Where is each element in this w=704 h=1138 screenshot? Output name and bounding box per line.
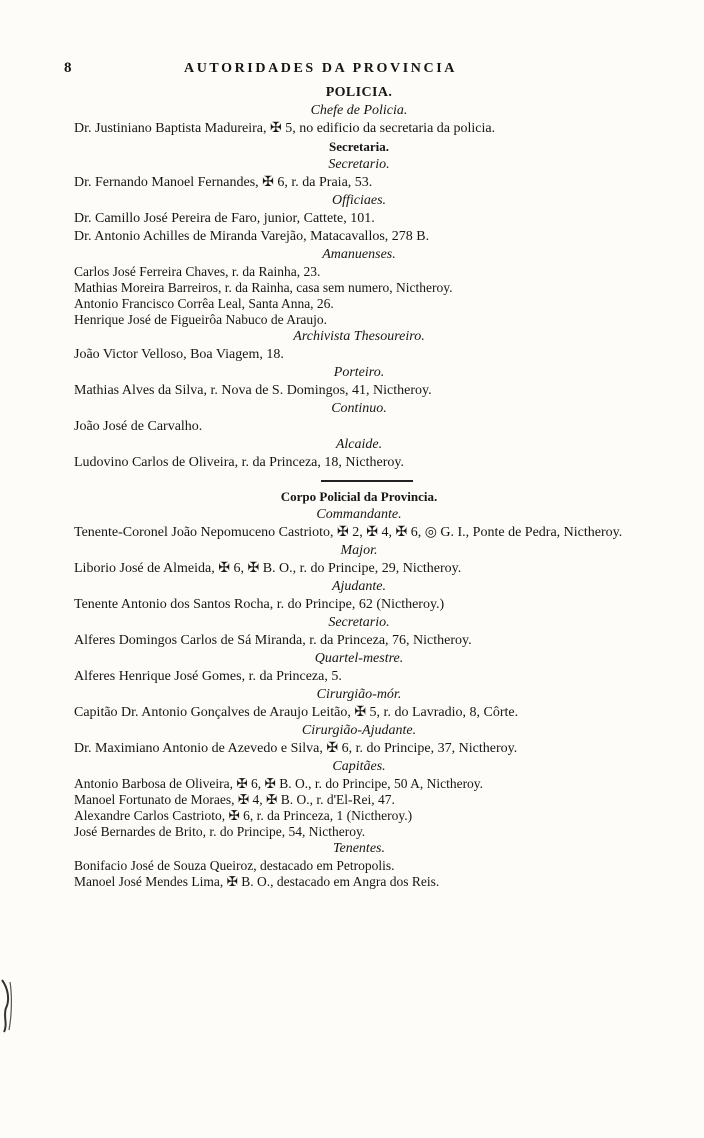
role-commandante: Commandante. bbox=[316, 507, 402, 522]
list-item: Antonio Barbosa de Oliveira, ✠ 6, ✠ B. O., r. do Principe, 50 A, Nictheroy. bbox=[74, 776, 484, 791]
role-amanuenses: Amanuenses. bbox=[322, 247, 396, 262]
list-item: Mathias Moreira Barreiros, r. da Rainha, casa sem numero, Nictheroy. bbox=[74, 280, 453, 295]
entry-secretario-corpo: Alferes Domingos Carlos de Sá Miranda, r. da Princeza, 76, Nictheroy. bbox=[74, 633, 472, 648]
list-item: Dr. Antonio Achilles de Miranda Varejão, Matacavallos, 278 B. bbox=[74, 229, 430, 244]
role-cirurgiao-ajudante: Cirurgião-Ajudante. bbox=[301, 723, 417, 738]
entry-ajudante: Tenente Antonio dos Santos Rocha, r. do Principe, 62 (Nictheroy.) bbox=[74, 597, 445, 612]
entry-major: Liborio José de Almeida, ✠ 6, ✠ B. O., r. do Principe, 29, Nictheroy. bbox=[74, 561, 462, 576]
entry-quartel-mestre: Alferes Henrique José Gomes, r. da Princeza, 5. bbox=[74, 669, 342, 684]
role-tenentes: Tenentes. bbox=[333, 841, 385, 856]
role-ajudante: Ajudante. bbox=[331, 579, 387, 594]
list-item: Manoel José Mendes Lima, ✠ B. O., destacado em Angra dos Reis. bbox=[74, 874, 440, 889]
entry-continuo: João José de Carvalho. bbox=[74, 419, 203, 434]
entry-alcaide: Ludovino Carlos de Oliveira, r. da Princeza, 18, Nictheroy. bbox=[74, 455, 404, 470]
section-title-secretaria: Secretaria. bbox=[328, 139, 390, 154]
list-item: Bonifacio José de Souza Queiroz, destacado em Petropolis. bbox=[74, 858, 395, 873]
role-archivista: Archivista Thesoureiro. bbox=[293, 329, 425, 344]
list-item: Antonio Francisco Corrêa Leal, Santa Anna, 26. bbox=[74, 296, 334, 311]
list-item: Manoel Fortunato de Moraes, ✠ 4, ✠ B. O., r. d'El-Rei, 47. bbox=[74, 792, 395, 807]
list-item: Alexandre Carlos Castrioto, ✠ 6, r. da Princeza, 1 (Nictheroy.) bbox=[74, 808, 413, 823]
entry-cirurgiao-ajudante: Dr. Maximiano Antonio de Azevedo e Silva, ✠ 6, r. do Principe, 37, Nictheroy. bbox=[74, 741, 518, 756]
role-alcaide: Alcaide. bbox=[335, 437, 383, 452]
role-porteiro: Porteiro. bbox=[333, 365, 385, 380]
role-secretario-corpo: Secretario. bbox=[328, 615, 390, 630]
entry-porteiro: Mathias Alves da Silva, r. Nova de S. Domingos, 41, Nictheroy. bbox=[74, 383, 432, 398]
binding-edge-mark bbox=[0, 978, 14, 1034]
entry-archivista: João Victor Velloso, Boa Viagem, 18. bbox=[74, 347, 284, 362]
entry-secretario: Dr. Fernando Manoel Fernandes, ✠ 6, r. da Praia, 53. bbox=[74, 175, 373, 190]
role-quartel-mestre: Quartel-mestre. bbox=[314, 651, 404, 666]
entry-commandante: Tenente-Coronel João Nepomuceno Castrioto, ✠ 2, ✠ 4, ✠ 6, ◎ G. I., Ponte de Pedra, Nictheroy. bbox=[74, 525, 623, 540]
section-title-policia: POLICIA. bbox=[325, 85, 393, 100]
role-continuo: Continuo. bbox=[331, 401, 387, 416]
role-cirurgiao-mor: Cirurgião-mór. bbox=[316, 687, 402, 702]
entry-cirurgiao-mor: Capitão Dr. Antonio Gonçalves de Araujo Leitão, ✠ 5, r. do Lavradio, 8, Côrte. bbox=[74, 705, 519, 720]
document-page bbox=[64, 58, 644, 890]
role-secretario: Secretario. bbox=[328, 157, 390, 172]
list-item: Dr. Camillo José Pereira de Faro, junior, Cattete, 101. bbox=[74, 211, 375, 226]
page-number: 8 bbox=[64, 60, 72, 76]
role-major: Major. bbox=[340, 543, 378, 558]
running-title: AUTORIDADES DA PROVINCIA bbox=[184, 61, 457, 76]
list-item: Carlos José Ferreira Chaves, r. da Rainha, 23. bbox=[74, 264, 321, 279]
role-chefe-de-policia: Chefe de Policia. bbox=[310, 103, 408, 118]
section-title-corpo-policial: Corpo Policial da Provincia. bbox=[280, 489, 438, 504]
section-divider bbox=[321, 480, 413, 482]
list-item: José Bernardes de Brito, r. do Principe, 54, Nictheroy. bbox=[74, 824, 366, 839]
entry-chefe-de-policia: Dr. Justiniano Baptista Madureira, ✠ 5, no edificio da secretaria da policia. bbox=[74, 121, 496, 136]
role-capitaes: Capitães. bbox=[332, 759, 386, 774]
page-header bbox=[64, 58, 644, 84]
role-officiaes: Officiaes. bbox=[331, 193, 387, 208]
list-item: Henrique José de Figueirôa Nabuco de Araujo. bbox=[74, 312, 328, 327]
